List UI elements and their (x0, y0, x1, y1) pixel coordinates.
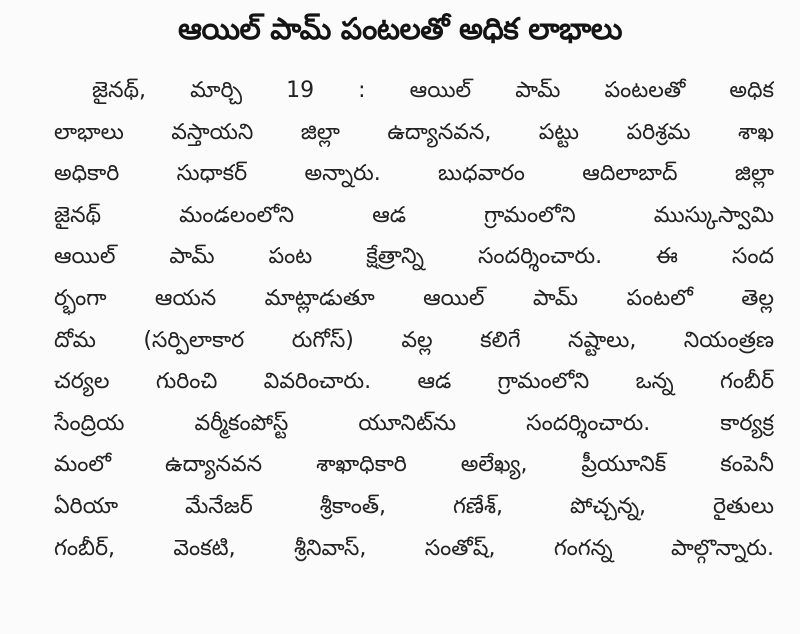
article-line: ఏరియా మేనేజర్ శ్రీకాంత్, గణేశ్, పోచ్చన్న, రైతులు (54, 493, 774, 519)
article-line: అధికారి సుధాకర్ అన్నారు. బుధవారం ఆదిలాబాద్ జిల్లా (54, 161, 774, 187)
article-line: సేంద్రియ వర్మీకంపోస్ట్ యూనిట్‌ను సందర్శించారు. కార్యక్ర (54, 410, 774, 436)
article-line: మంలో ఉద్యానవన శాఖాధికారి అలేఖ్య, ప్రీయూనిక్ కంపెనీ (54, 452, 774, 478)
article-line: జైనథ్, మార్చి 19 : ఆయిల్ పామ్ పంటలతో అధిక (92, 78, 774, 103)
article-line: జైనథ్ మండలంలోని ఆడ గ్రామంలోని ముస్కుస్వామి (54, 202, 774, 228)
article-line: గంబీర్, వెంకటి, శ్రీనివాస్, సంతోష్, గంగన్న పాల్గొన్నారు. (54, 535, 774, 561)
article-line: దోమ (సర్పిలాకార రుగోస్) వల్ల కలిగే నష్టాలు, నియంత్రణ (54, 327, 774, 353)
article-body (54, 70, 774, 569)
article-line: ర్భంగా ఆయన మాట్లాడుతూ ఆయిల్ పామ్ పంటలో తెల్ల (54, 285, 774, 311)
article-line: ఆయిల్ పామ్ పంట క్షేత్రాన్ని సందర్శించారు. ఈ సంద (54, 244, 774, 270)
article-line: లాభాలు వస్తాయని జిల్లా ఉద్యానవన, పట్టు పరిశ్రమ శాఖ (54, 119, 774, 145)
article-line: చర్యల గురించి వివరించారు. ఆడ గ్రామంలోని ఒన్న గంబీర్ (54, 369, 774, 395)
article-headline: ఆయిల్ పామ్ పంటలతో అధిక లాభాలు (178, 12, 622, 47)
